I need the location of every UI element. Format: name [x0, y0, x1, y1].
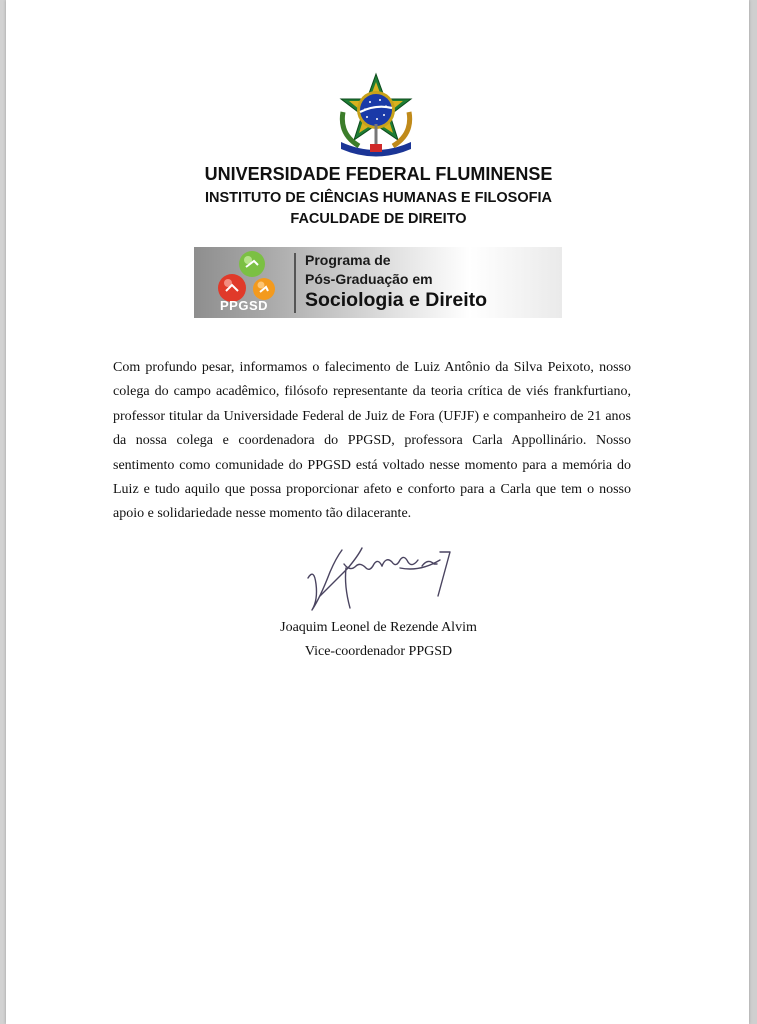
- signer-role: Vice-coordenador PPGSD: [304, 644, 453, 659]
- faculty-name: FACULDADE DE DIREITO: [290, 211, 467, 227]
- brazil-coat-of-arms-icon: [335, 72, 417, 158]
- institute-name: INSTITUTO DE CIÊNCIAS HUMANAS E FILOSOFIA: [205, 190, 552, 206]
- banner-line-2: Pós-Graduação em: [305, 271, 433, 287]
- signer-name: Joaquim Leonel de Rezende Alvim: [280, 620, 477, 635]
- banner-line-1: Programa de: [305, 252, 391, 268]
- condolence-message: Com profundo pesar, informamos o falecimento de Luiz Antônio da Silva Peixoto, nosso colega do campo acadêmico, filósofo representante da teoria crítica de viés frankfurtiano, professor titular da Universidade Federal de Juiz de Fora (UFJF) e companheiro de 21 anos da nossa colega e coordenadora do PPGSD, professora Carla Appollinário. Nosso sentimento como comunidade do PPGSD está voltado nesse momento para a memória do Luiz e tudo aquilo que possa proporcionar afeto e conforto para a Carla que tem o nosso apoio e solidariedade nesse momento tão dilacerante.: [113, 360, 631, 522]
- banner-acronym: PPGSD: [220, 298, 269, 313]
- program-banner: [194, 247, 562, 318]
- banner-line-3: Sociologia e Direito: [305, 289, 488, 311]
- university-name: UNIVERSIDADE FEDERAL FLUMINENSE: [204, 164, 553, 184]
- handwritten-signature-icon: [300, 538, 460, 616]
- banner-divider: [294, 253, 296, 313]
- page-edge-right: [749, 0, 757, 1024]
